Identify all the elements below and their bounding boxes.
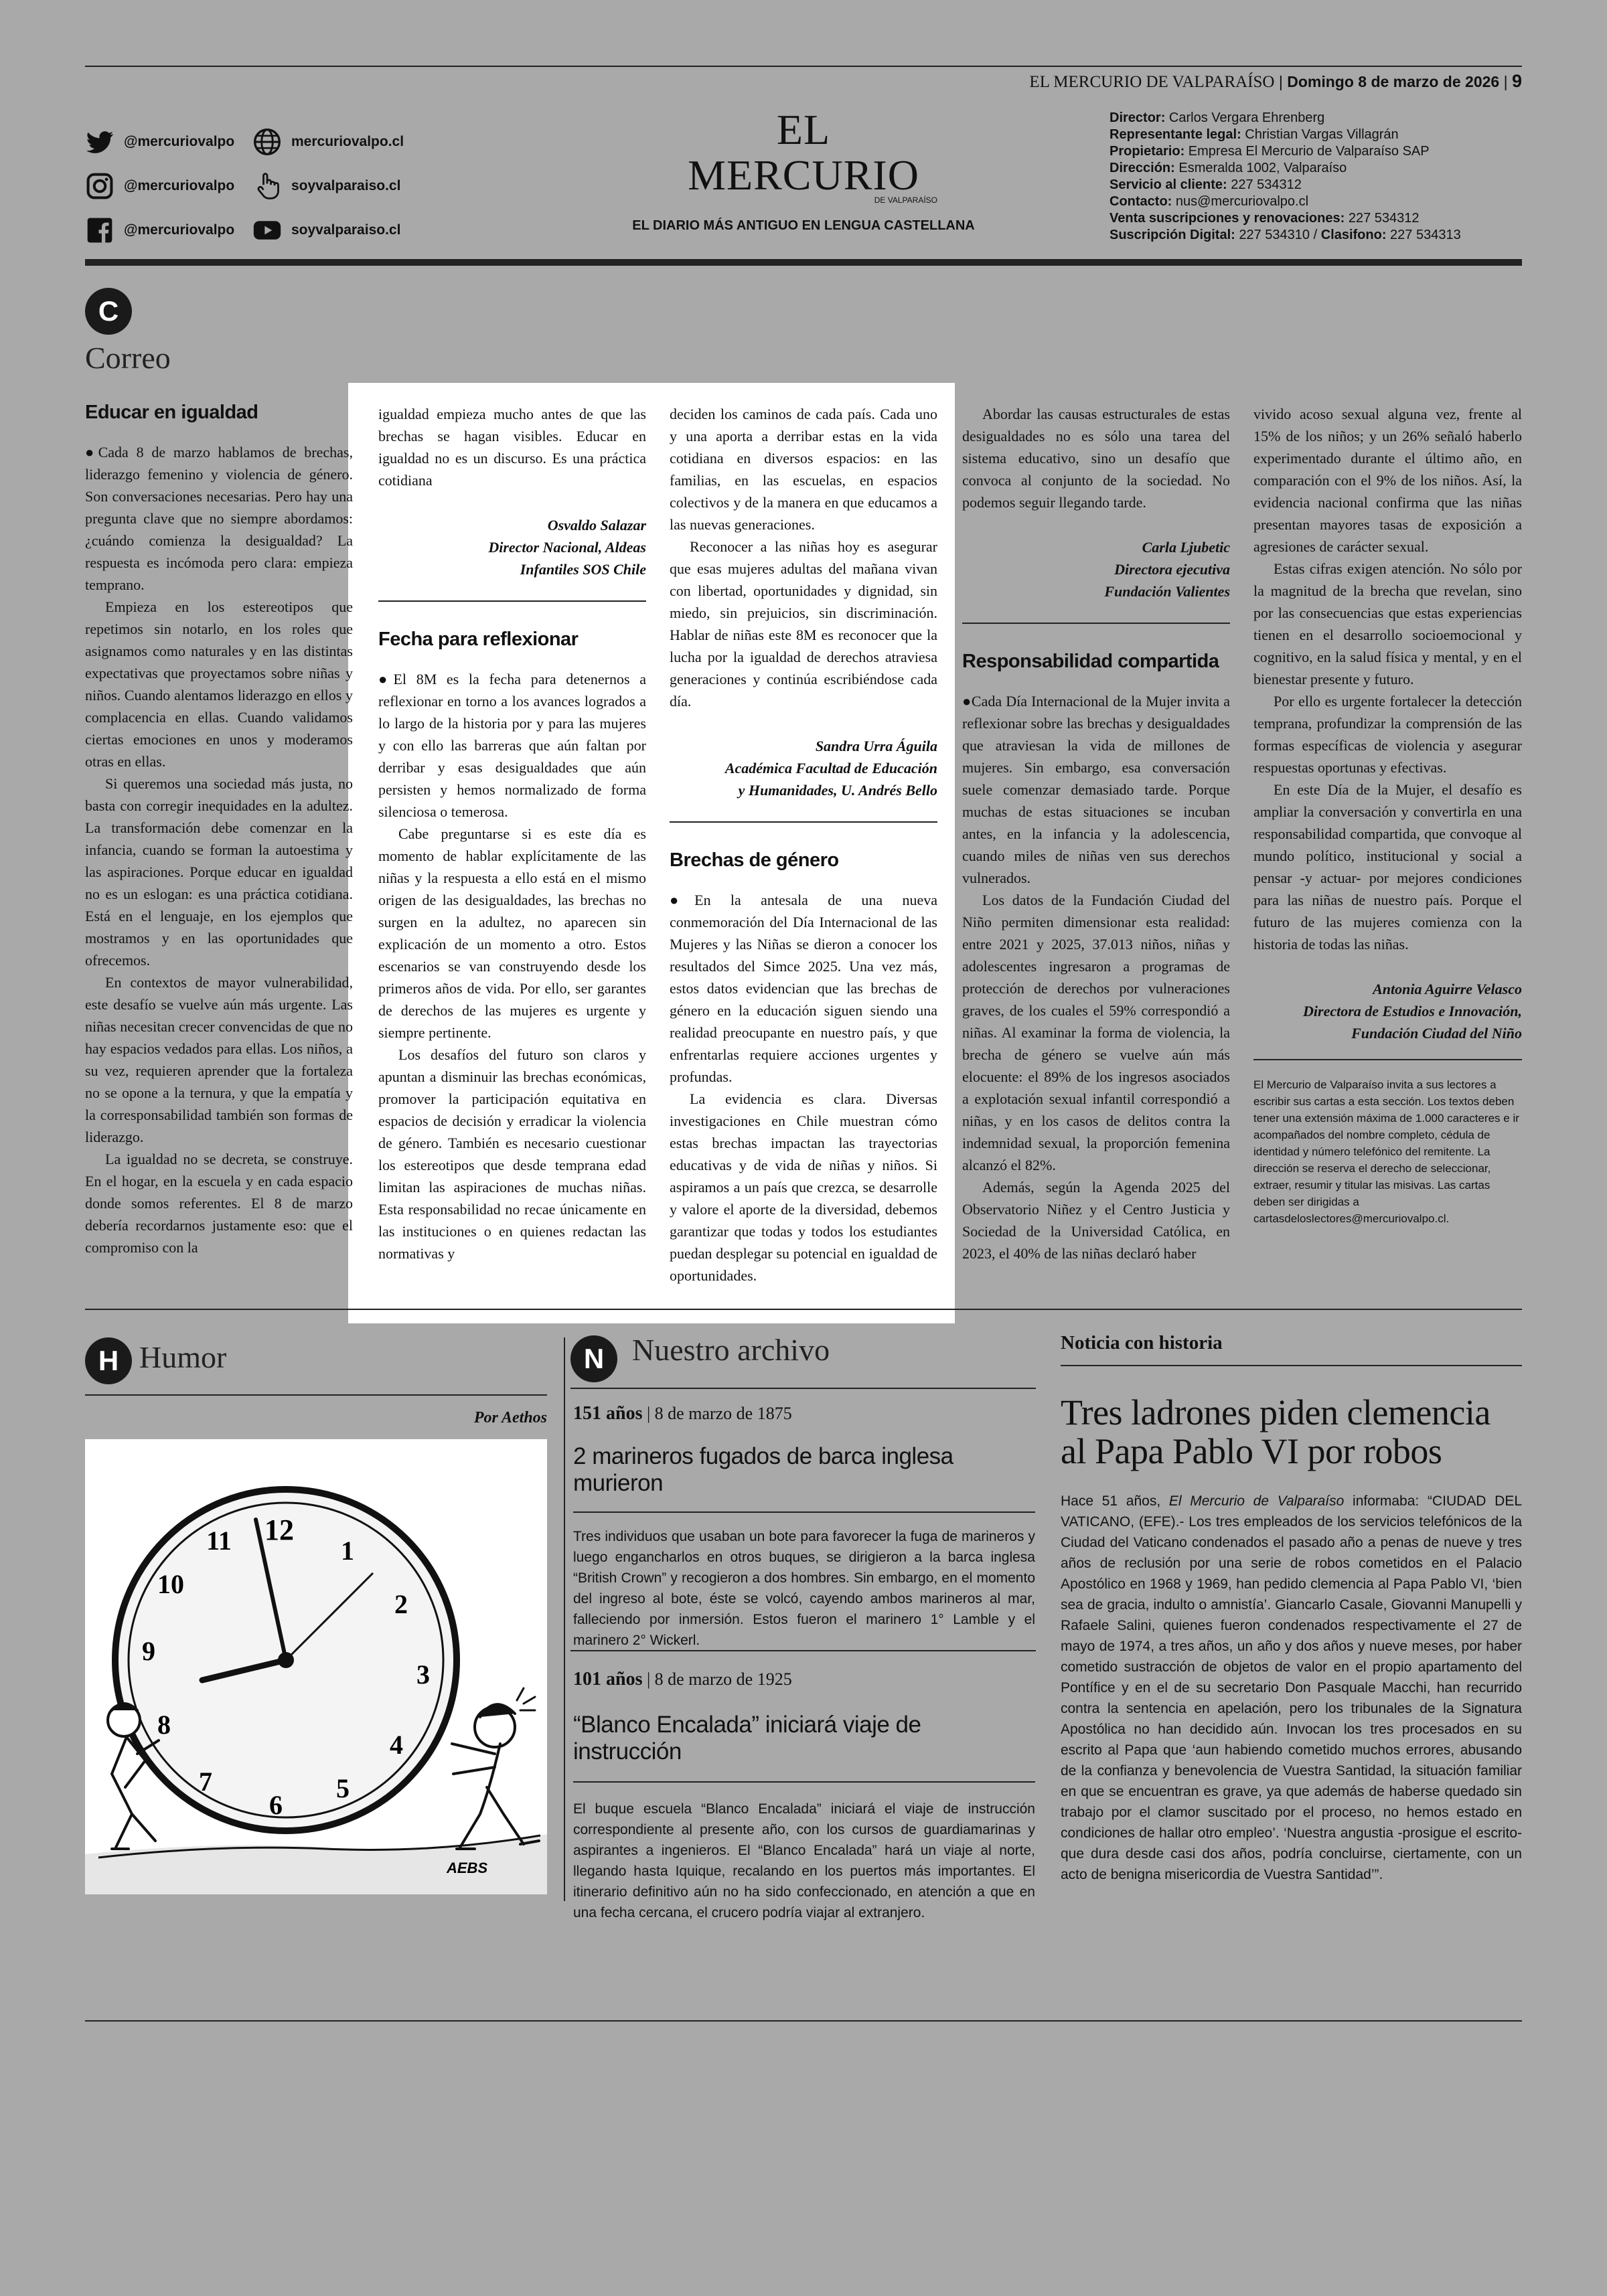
staff-customer-service: Servicio al cliente: 227 534312	[1109, 177, 1302, 192]
noticia-body: Hace 51 años, El Mercurio de Valparaíso informaba: “CIUDAD DEL VATICANO, (EFE).- Los tres empleados de los servicios telefónicos de la Ciudad del Vaticano condenados el pasado año a penas de nueve y tres años de reclusión por una serie de robos cometidos en el Palacio Apostólico en 1968 y 1969, han pedido clemencia al Papa Pablo VI, ‘bien sea de gracia, indulto o amnistía’. Giancarlo Casale, Giovanni Manupelli y Rafaele Salini, quienes fueron condenados respectivamente el 27 de mayo de 1974, a tres años, un año y dos años y nueve meses, por haber cometido sustracción de objetos de valor en el propio apartamento del Pontífice y en el de su secretario Don Pasquale Macchi, han recurrido contra la sentencia en apelación, pero los tribunales de la Signatura Apostólica no han decidido aún. Invocan los tres procesados en su escrito al Papa que ‘aun habiendo cometido muchos errores, abusando de la confianza y benevolencia de Vuestra Santidad, la situación familiar en que se encuentran es grave, ya que además de haberse quedado sin trabajo por el clamor suscitado por el proceso, no hemos estado en condiciones de hallar otro empleo’. ‘Nuestra angustia -prosigue el escrito- que dura desde casi dos años, podría concluirse, ciertamente, con un acto de benigna misericordia de Vuestra Santidad’”.	[1061, 1493, 1523, 1882]
bullet-icon: ●	[85, 444, 98, 461]
masthead-title: EL MERCURIO	[688, 106, 919, 199]
bullet-icon: ●	[962, 693, 972, 710]
noticia-con-historia	[1061, 1332, 1522, 1885]
masthead-tagline: EL DIARIO MÁS ANTIGUO EN LENGUA CASTELLANA	[632, 218, 975, 233]
social-label: mercuriovalpo.cl	[291, 134, 404, 149]
social-label: @mercuriovalpo	[124, 222, 235, 238]
social-youtube[interactable]	[252, 216, 420, 245]
globe-icon	[252, 127, 282, 157]
staff-subscriptions: Venta suscripciones y renovaciones: 227 534312	[1109, 211, 1420, 226]
staff-director: Director: Carlos Vergara Ehrenberg	[1109, 110, 1325, 125]
clock-numeral: 8	[157, 1710, 171, 1740]
letter-title: Fecha para reflexionar	[378, 629, 579, 650]
staff-address: Dirección: Esmeralda 1002, Valparaíso	[1109, 161, 1347, 175]
archivo-headline-rule	[573, 1781, 1035, 1783]
humor-section-title: Humor	[139, 1340, 227, 1374]
instagram-icon	[85, 171, 114, 201]
clock-numeral: 7	[199, 1767, 212, 1797]
archivo-title-rule	[570, 1388, 1036, 1389]
noticia-headline: Tres ladrones piden clemencia al Papa Pablo VI por robos	[1061, 1392, 1490, 1471]
staff-contact: Contacto: nus@mercuriovalpo.cl	[1109, 194, 1309, 209]
archivo-tag: 151 años | 8 de marzo de 1875	[573, 1403, 792, 1424]
letter-educar-igualdad: Educar en igualdad ●Cada 8 de marzo hablamos de brechas, liderazgo femenino y violencia de género. Son conversaciones necesarias. Pero hay una pregunta clave que no siempre abordamos: ¿cuándo comienza la desigualdad? La respuesta es incómoda pero clara: empieza temprano. Empieza en los estereotipos que repetimos sin notarlo, en los roles que asignamos como naturales y en las distintas expectativas que proyectamos sobre niñas y niños. Cuando alentamos liderazgo en ellos y complacencia en ellas. Cuando validamos ciertas emociones en unos y moderamos otras en ellas. Si queremos una sociedad más justa, no basta con corregir inequidades en la adultez. La transformación debe comenzar en la infancia, cuando se forman la autoestima y las aspiraciones. Porque educar en igualdad no es un eslogan: es una práctica cotidiana. Está en el lenguaje, en los ejemplos que mostramos y en las oportunidades que ofrecemos. En contextos de mayor vulnerabilidad, este desafío se vuelve aún más urgente. Las niñas necesitan crecer convencidas de que no hay espacios vedados para ellas. Los niños, a su vez, requieren aprender que la fortaleza no se opone a la ternura, y que la empatía y la corresponsabilidad también son formas de liderazgo. La igualdad no se decreta, se construye. En el hogar, en la escuela y en cada espacio donde somos referentes. El 8 de marzo debería recordarnos justamente eso: que el compromiso con la	[85, 402, 353, 1256]
clock-numeral: 12	[264, 1513, 294, 1546]
folio-paper: EL MERCURIO DE VALPARAÍSO	[1029, 73, 1275, 91]
divider	[378, 600, 646, 602]
noticia-kicker-rule	[1061, 1365, 1522, 1366]
clock-center	[278, 1652, 294, 1668]
archivo-item-1	[573, 1403, 1035, 1651]
archivo-section-title: Nuestro archivo	[632, 1333, 830, 1367]
social-twitter[interactable]	[85, 127, 252, 157]
clock-numeral: 2	[394, 1589, 408, 1619]
social-label: @mercuriovalpo	[124, 178, 235, 193]
humor-byline: Por Aethos	[473, 1409, 547, 1426]
archivo-mid-rule	[570, 1650, 1036, 1651]
column-5: vivido acoso sexual alguna vez, frente al 15% de los niños; y un 26% señaló haberlo experimentado durante el último año, en comparación con el 9% de los niños. Así, la evidencia nacional confirma que las niñas presentan mayores tasas de exposición a agresiones de carácter sexual. Estas cifras exigen atención. No sólo por la magnitud de la brecha que revelan, sino por las consecuencias que estas experiencias tienen en el desarrollo socioemocional y cognitivo, en la salud física y mental, y en el bienestar presente y futuro. Por ello es urgente fortalecer la detección temprana, profundizar la comprensión de las formas específicas de violencia y asegurar respuestas oportunas y efectivas. En este Día de la Mujer, el desafío es ampliar la conversación y convertirla en una responsabilidad compartida, que convoque al mundo político, institucional y social a pensar -y actuar- por mejores condiciones para las niñas de nuestro país. Porque el futuro de las mujeres comienza con la historia de todas las niñas. Antonia Aguirre Velasco Directora de Estudios e Innovación, Fundación Ciudad del Niño El Mercurio de Valparaíso invita a sus lectores a escribir sus cartas a esta sección. Los textos deben tener una extensión máxima de 1.000 caracteres e ir acompañados del nombre completo, cédula de identidad y número telefónico del remitente. La dirección se reserva el derecho de seleccionar, extraer, resumir y titular las misivas. Las cartas deben ser dirigidas a cartasdeloslectores@mercuriovalpo.cl.	[1253, 403, 1522, 1227]
pointer-hand-icon	[252, 171, 282, 201]
clock-numeral: 5	[336, 1773, 350, 1803]
masthead	[623, 107, 984, 234]
archivo-tag: 101 años | 8 de marzo de 1925	[573, 1669, 792, 1690]
noticia-kicker: Noticia con historia	[1061, 1332, 1223, 1354]
facebook-icon	[85, 216, 114, 245]
folio: EL MERCURIO DE VALPARAÍSO | Domingo 8 de marzo de 2026 | 9	[1029, 71, 1522, 91]
top-thin-rule	[85, 66, 1522, 67]
divider	[962, 623, 1230, 624]
bullet-icon: ●	[670, 892, 695, 908]
humor-rule	[85, 1394, 547, 1396]
letter-title: Educar en igualdad	[85, 402, 258, 423]
column-4: Abordar las causas estructurales de estas desigualdades no es sólo una tarea del sistema educativo, sino un desafío que convoca al conjunto de la sociedad. No podemos seguir llegando tarde. Carla Ljubetic Directora ejecutiva Fundación Valientes Responsabilidad compartida ●Cada Día Internacional de la Mujer invita a reflexionar sobre las brechas y desigualdades que atraviesan la vida de millones de mujeres. Sin embargo, esa conversación suele comenzar demasiado tarde. Porque muchas de estas situaciones se incuban antes, en la infancia y la adolescencia, cuando miles de niñas ven sus derechos vulnerados. Los datos de la Fundación Ciudad del Niño permiten dimensionar esta realidad: entre 2021 y 2025, 37.013 niños, niñas y adolescentes ingresaron a programas de protección de derechos por vulneraciones graves, de los cuales el 59% correspondió a niñas. Al examinar la forma de violencia, la brecha de género se vuelve aún más elocuente: el 89% de los ingresos asociados a explotación sexual infantil correspondió a niñas, y en los casos de delitos contra la indemnidad sexual, la proporción femenina alcanzó el 82%. Además, según la Agenda 2025 del Observatorio Niñez y el Centro Justicia y Sociedad de la Universidad Católica, en 2023, el 40% de las niñas declaró haber	[962, 406, 1230, 1262]
social-facebook[interactable]	[85, 216, 252, 245]
divider	[1253, 1059, 1522, 1060]
artist-signature: AEBS	[447, 1860, 488, 1876]
staff-box	[1109, 110, 1525, 244]
correo-section-title: Correo	[85, 341, 171, 375]
bullet-icon: ●	[378, 671, 394, 687]
letter-signature: Antonia Aguirre Velasco Directora de Estudios e Innovación, Fundación Ciudad del Niño	[1303, 981, 1522, 1042]
twitter-icon	[85, 127, 114, 157]
social-label: soyvalparaiso.cl	[291, 222, 401, 238]
letter-signature: Osvaldo Salazar Director Nacional, Aldeas Infantiles SOS Chile	[488, 517, 646, 578]
clock-numeral: 11	[206, 1526, 232, 1556]
section-divider-rule	[85, 1309, 1522, 1310]
social-website[interactable]	[252, 127, 420, 157]
staff-digital: Suscripción Digital: 227 534310 / Clasifono: 227 534313	[1109, 228, 1461, 242]
clock-numeral: 6	[269, 1790, 283, 1820]
clock-numeral: 9	[142, 1636, 155, 1666]
archivo-headline: 2 marineros fugados de barca inglesa murieron	[573, 1443, 953, 1496]
masthead-subtitle: DE VALPARAÍSO	[874, 195, 937, 205]
letter-continuation: igualdad empieza mucho antes de que las brechas se hagan visibles. Educar en igualdad no es un discurso. Es una práctica cotidiana	[378, 406, 646, 489]
social-label: soyvalparaiso.cl	[291, 178, 401, 193]
folio-date: Domingo 8 de marzo de 2026	[1287, 73, 1500, 90]
letter-title: Brechas de género	[670, 849, 839, 871]
clock-numeral: 4	[390, 1730, 403, 1760]
staff-legal-rep: Representante legal: Christian Vargas Villagrán	[1109, 127, 1399, 142]
column-2: igualdad empieza mucho antes de que las brechas se hagan visibles. Educar en igualdad no es un discurso. Es una práctica cotidiana Osvaldo Salazar Director Nacional, Aldeas Infantiles SOS Chile Fecha para reflexionar ●El 8M es la fecha para detenernos a reflexionar en torno a los avances logrados a lo largo de la historia por y para las mujeres y con ello las barreras que aún faltan por derribar y esas desigualdades que aún persisten y hemos normalizado de forma silenciosa o temerosa. Cabe preguntarse si es este día es momento de hablar explícitamente de las niñas y la respuesta a ello está en el mismo origen de las desigualdades, las brechas no surgen en la adultez, no aparecen sin explicación de un momento a otro. Estos escenarios se van construyendo desde los primeros años de vida. Por ello, ser garantes de derechos de las mujeres es urgente y siempre pertinente. Los desafíos del futuro son claros y apuntan a disminuir las brechas económicas, promover la participación equitativa en espacios de decisión y erradicar la violencia de género. También es necesario cuestionar los estereotipos que desde temprana edad limitan las aspiraciones de muchas niñas. Esta responsabilidad no recae únicamente en las instituciones o en quienes redactan las normativas y	[378, 403, 646, 1264]
column-3: deciden los caminos de cada país. Cada uno y una aporta a derribar estas en la vida cotidiana en diversos espacios: en las familias, en las escuelas, en espacios colectivos y de la manera en que educamos a las nuevas generaciones. Reconocer a las niñas hoy es asegurar que esas mujeres adultas del mañana vivan con libertad, oportunidades y dignidad, sin miedo, sin prejuicios, sin discriminación. Hablar de niñas este 8M es reconocer que la lucha por la igualdad de derechos atraviesa generaciones y continúa escribiéndose cada día. Sandra Urra Águila Académica Facultad de Educación y Humanidades, U. Andrés Bello Brechas de género ●En la antesala de una nueva conmemoración del Día Internacional de las Mujeres y las Niñas se dieron a conocer los resultados del Simce 2025. Una vez más, estos datos evidencian que las brechas de género en la educación siguen siendo una realidad preocupante en nuestro país, y que enfrentarlas requiere acciones urgentes y profundas. La evidencia es clara. Diversas investigaciones en Chile muestran cómo estas brechas impactan las trayectorias educativas y de vida de niñas y niños. Si aspiramos a un país que crezca, se desarrolle y valore el aporte de la diversidad, debemos garantizar que todas y todos los estudiantes puedan desplegar su potencial en igualdad de oportunidades.	[670, 406, 937, 1284]
staff-owner: Propietario: Empresa El Mercurio de Valparaíso SAP	[1109, 144, 1430, 159]
editor-note: El Mercurio de Valparaíso invita a sus lectores a escribir sus cartas a esta sección. Los textos deben tener una extensión máxima de 1.000 caracteres e ir acompañados del nombre completo, cédula de identidad y número telefónico del remitente. La dirección se reserva el derecho de seleccionar, extraer, resumir y titular las misivas. Las cartas deben ser dirigidas a cartasdeloslectores@mercuriovalpo.cl.	[1253, 1078, 1519, 1225]
letter-signature: Sandra Urra Águila Académica Facultad de Educación y Humanidades, U. Andrés Bello	[724, 738, 937, 799]
humor-cartoon	[85, 1439, 547, 1894]
archivo-headline: “Blanco Encalada” iniciará viaje de instrucción	[573, 1712, 921, 1765]
social-instagram[interactable]	[85, 171, 252, 201]
archivo-left-rule	[564, 1337, 565, 1901]
social-links	[85, 127, 406, 245]
divider	[670, 821, 937, 823]
page-number: 9	[1511, 71, 1522, 91]
archivo-item-2	[573, 1669, 1035, 1923]
clock-numeral: 1	[341, 1536, 354, 1566]
clock-icon	[115, 1489, 457, 1831]
social-soyvalparaiso[interactable]	[252, 171, 420, 201]
noticia-source: El Mercurio de Valparaíso	[1168, 1493, 1345, 1509]
letter-signature: Carla Ljubetic Directora ejecutiva Fundación Valientes	[1104, 539, 1230, 600]
letter-title: Responsabilidad compartida	[962, 651, 1219, 672]
archivo-section-icon: N	[570, 1335, 617, 1382]
humor-section-icon: H	[85, 1337, 132, 1384]
archivo-body: Tres individuos que usaban un bote para favorecer la fuga de marineros y luego engancharlos en otros buques, se dirigieron a la barca inglesa “British Crown” y recogieron a dos hombres. Sin embargo, en el momento del ingreso al bote, éste se volcó, cayendo ambos marineros al mar, falleciendo por inmersión. Estos fueron el marinero 1° Lamble y el marinero 2° Wickerl.	[573, 1529, 1035, 1648]
archivo-headline-rule	[573, 1511, 1035, 1513]
header-thick-rule	[85, 259, 1522, 266]
social-label: @mercuriovalpo	[124, 134, 235, 149]
clock-numeral: 3	[416, 1659, 430, 1690]
archivo-body: El buque escuela “Blanco Encalada” iniciará el viaje de instrucción correspondiente al presente año, con los cursos de guardiamarinas y aspirantes a ingenieros. El “Blanco Encalada” hará un viaje al norte, llegando hasta Iquique, recalando en los puertos más importantes. El itinerario definitivo aún no ha sido confeccionado, en atención a que en una fecha cercana, el crucero podría viajar al extranjero.	[573, 1801, 1035, 1920]
correo-section-icon: C	[85, 288, 132, 335]
bottom-rule	[85, 2020, 1522, 2022]
clock-numeral: 10	[157, 1569, 184, 1599]
youtube-icon	[252, 216, 282, 245]
